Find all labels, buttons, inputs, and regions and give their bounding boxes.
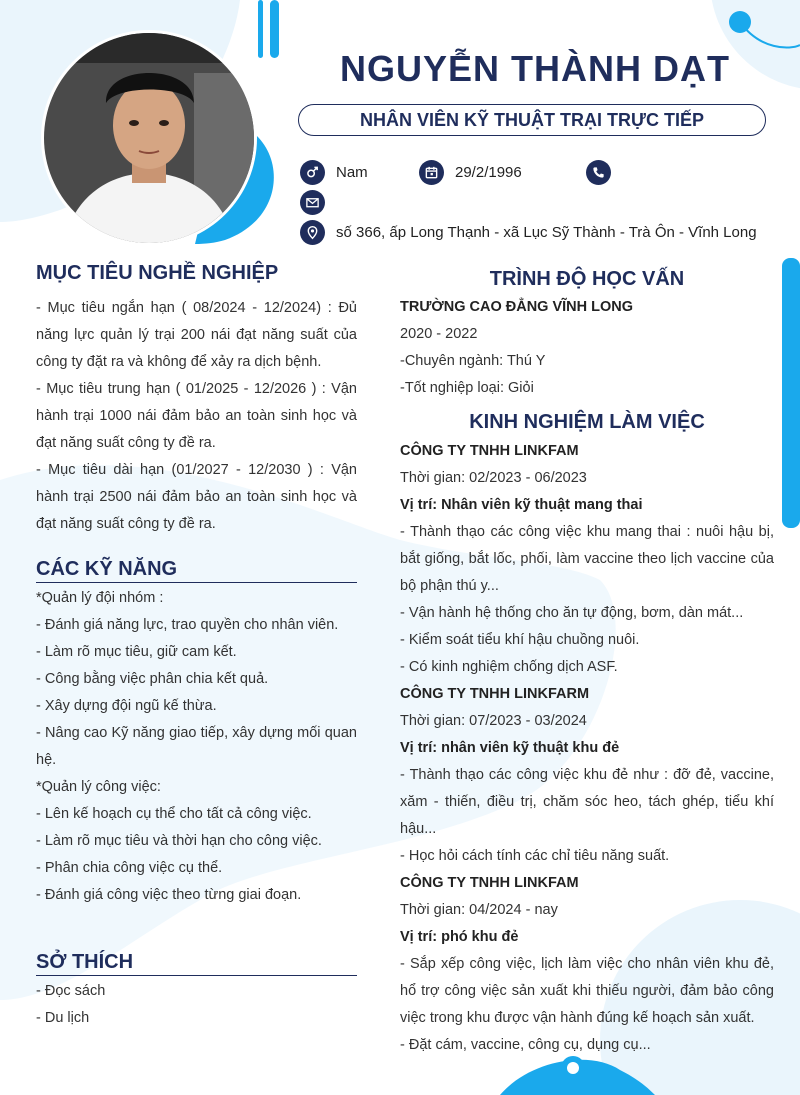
hobbies-title: SỞ THÍCH	[36, 951, 357, 976]
skills-section	[36, 558, 357, 909]
job-duty: - Có kinh nghiệm chống dịch ASF.	[400, 659, 618, 675]
job-position: Vị trí: nhân viên kỹ thuật khu đẻ	[400, 740, 620, 756]
job-company: CÔNG TY TNHH LINKFAM	[400, 443, 579, 459]
profile-photo	[44, 33, 254, 243]
education-major: -Chuyên ngành: Thú Y	[400, 353, 546, 369]
job-company: CÔNG TY TNHH LINKFAM	[400, 875, 579, 891]
calendar-icon	[419, 160, 444, 185]
job-entry	[400, 438, 774, 681]
education-period: 2020 - 2022	[400, 326, 478, 342]
job-duty: - Kiểm soát tiểu khí hậu chuồng nuôi.	[400, 632, 640, 648]
objective-line: - Mục tiêu dài hạn (01/2027 - 12/2030 ) : Vận hành trại 2500 nái đảm bảo an toàn sinh học và đạt năng suất công ty đề ra.	[36, 462, 357, 532]
location-icon	[300, 220, 325, 245]
job-position: Vị trí: phó khu đẻ	[400, 929, 519, 945]
phone-row	[586, 160, 622, 185]
skill-line: - Làm rõ mục tiêu và thời hạn cho công việc.	[36, 833, 322, 849]
avatar	[44, 33, 254, 243]
job-duty: - Thành thạo các công việc khu đẻ như : đỡ đẻ, vaccine, xăm - thiến, điều trị, chăm sóc heo, tách ghép, tiểu khí hậu...	[400, 767, 774, 837]
skill-line: - Lên kế hoạch cụ thể cho tất cả công việc.	[36, 806, 312, 822]
education-section	[400, 268, 774, 402]
email-row	[300, 190, 336, 215]
birthday-value: 29/2/1996	[455, 164, 522, 181]
job-time: Thời gian: 07/2023 - 03/2024	[400, 713, 587, 729]
left-column	[36, 262, 357, 1032]
job-time: Thời gian: 04/2024 - nay	[400, 902, 558, 918]
job-duty: - Đặt cám, vaccine, công cụ, dụng cụ...	[400, 1037, 651, 1053]
skill-line: - Phân chia công việc cụ thể.	[36, 860, 223, 876]
gender-row	[300, 160, 368, 185]
gender-value: Nam	[336, 164, 368, 181]
skill-line: *Quản lý đội nhóm :	[36, 590, 164, 606]
school-name: TRƯỜNG CAO ĐẲNG VĨNH LONG	[400, 299, 634, 315]
job-entry	[400, 681, 774, 870]
skill-line: - Đánh giá công việc theo từng giai đoạn.	[36, 887, 302, 903]
objective-title: MỤC TIÊU NGHỀ NGHIỆP	[36, 262, 279, 284]
candidate-name: NGUYỄN THÀNH DẠT	[340, 48, 730, 89]
objective-line: - Mục tiêu ngắn hạn ( 08/2024 - 12/2024) : Đủ năng lực quản lý trại 200 nái đạt năng suất của công ty đặt ra và không để xảy ra dịch bệnh.	[36, 300, 357, 370]
gender-icon	[300, 160, 325, 185]
skill-line: - Đánh giá năng lực, trao quyền cho nhân viên.	[36, 617, 339, 633]
skill-line: - Xây dựng đội ngũ kế thừa.	[36, 698, 217, 714]
skill-line: - Công bằng việc phân chia kết quả.	[36, 671, 269, 687]
skill-line: - Làm rõ mục tiêu, giữ cam kết.	[36, 644, 237, 660]
objective-line: - Mục tiêu trung hạn ( 01/2025 - 12/2026 ) : Vận hành trại 1000 nái đảm bảo an toàn sinh học và đạt năng suất công ty đề ra.	[36, 381, 357, 451]
job-position: Vị trí: Nhân viên kỹ thuật mang thai	[400, 497, 643, 513]
address-row	[300, 220, 757, 245]
job-duty: - Học hỏi cách tính các chỉ tiêu năng suất.	[400, 848, 670, 864]
skills-title: CÁC KỸ NĂNG	[36, 558, 357, 583]
phone-icon[interactable]	[586, 160, 611, 185]
hobbies-section	[36, 951, 357, 1032]
hobby-line: - Đọc sách	[36, 983, 106, 999]
job-entry	[400, 870, 774, 1059]
experience-section	[400, 411, 774, 1059]
education-title: TRÌNH ĐỘ HỌC VẤN	[489, 268, 685, 290]
job-title: NHÂN VIÊN KỸ THUẬT TRẠI TRỰC TIẾP	[360, 109, 704, 130]
job-title-badge	[298, 104, 766, 136]
job-time: Thời gian: 02/2023 - 06/2023	[400, 470, 587, 486]
address-value: số 366, ấp Long Thạnh - xã Lục Sỹ Thành - Trà Ôn - Vĩnh Long	[336, 224, 757, 241]
job-duty: - Sắp xếp công việc, lịch làm việc cho nhân viên khu đẻ, hổ trợ công việc sản xuất khi thiếu người, đảm bảo công việc trong khu được vận hành đúng kế hoạch sản xuất.	[400, 956, 774, 1026]
job-duty: - Vận hành hệ thống cho ăn tự động, bơm, dàn mát...	[400, 605, 744, 621]
hobby-line: - Du lịch	[36, 1010, 90, 1026]
mail-icon[interactable]	[300, 190, 325, 215]
experience-title: KINH NGHIỆM LÀM VIỆC	[469, 411, 705, 433]
education-grade: -Tốt nghiệp loại: Giỏi	[400, 380, 534, 396]
right-column	[400, 268, 774, 1059]
job-company: CÔNG TY TNHH LINKFARM	[400, 686, 590, 702]
skill-line: - Nâng cao Kỹ năng giao tiếp, xây dựng mối quan hệ.	[36, 725, 357, 768]
skill-line: *Quản lý công việc:	[36, 779, 161, 795]
job-duty: - Thành thạo các công việc khu mang thai : nuôi hậu bị, bắt giống, bắt lốc, phối, làm vaccine theo lịch vaccine của bộ phận thú y...	[400, 524, 774, 594]
birthday-row	[419, 160, 522, 185]
career-objective-section	[36, 262, 357, 538]
